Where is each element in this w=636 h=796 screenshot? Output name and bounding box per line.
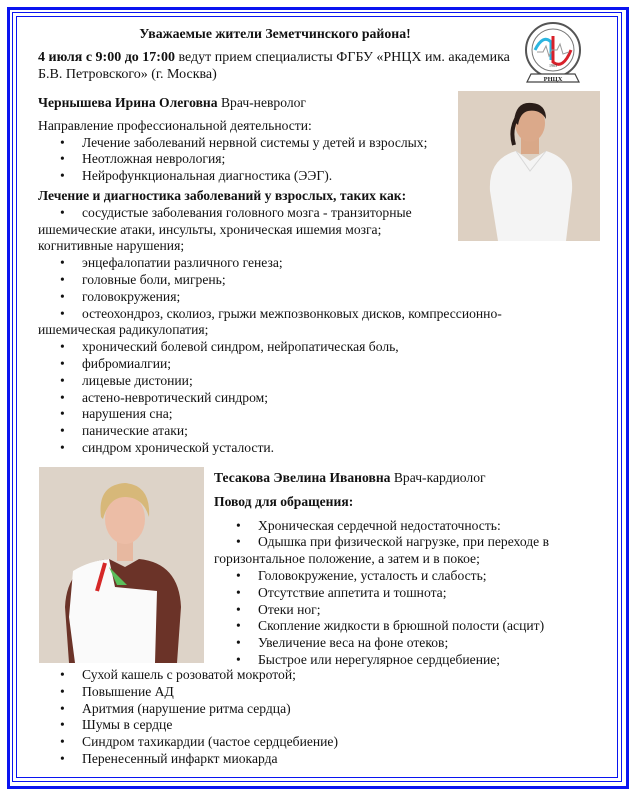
list-item: • фибромиалгии; [38, 356, 438, 373]
list-item: • Повышение АД [38, 684, 438, 701]
list-item: • Лечение заболеваний нервной системы у детей и взрослых; [38, 135, 453, 152]
list-item: • лицевые дистонии; [38, 373, 438, 390]
list-item: • сосудистые заболевания головного мозга - транзиторные ишемические атаки, инсульты, хроническая ишемия мозга; когнитивные нарушения; [38, 205, 418, 255]
list-item: • астено-невротический синдром; [38, 390, 438, 407]
list-item: • остеохондроз, сколиоз, грыжи межпозвонковых дисков, компрессионно-ишемическая радикулопатия; [38, 306, 538, 340]
rnch-logo [523, 20, 583, 92]
doctor1-photo [458, 91, 600, 241]
list-item: • панические атаки; [38, 423, 438, 440]
doctor1-position: Врач-невролог [217, 95, 306, 110]
logo-year: 1963 [549, 63, 557, 68]
intro-text: ведут прием специалисты ФГБУ «РНЦХ им. академика Б.В. Петровского» (г. Москва) [38, 50, 510, 82]
list-item: • Сухой кашель с розоватой мокротой; [38, 667, 438, 684]
doctor2-reason-label: Повод для обращения: [214, 493, 354, 509]
announcement-title: Уважаемые жители Земетчинского района! [139, 26, 411, 41]
list-item: • Отеки ног; [214, 602, 599, 619]
intro-date-time: 4 июля с 9:00 до 17:00 [38, 50, 175, 65]
doctor1-direction-label: Направление профессиональной деятельности: [38, 117, 312, 133]
list-item: • Скопление жидкости в брюшной полости (асцит) [214, 618, 599, 635]
announcement-intro [38, 49, 528, 83]
list-item: • головные боли, мигрень; [38, 272, 438, 289]
doctor1-treatments-list [38, 204, 502, 457]
list-item: • энцефалопатии различного генеза; [38, 255, 438, 272]
list-item: • Отсутствие аппетита и тошнота; [214, 585, 599, 602]
list-item: • Быстрое или нерегулярное сердцебиение; [214, 652, 599, 669]
doctor1-section [38, 95, 502, 457]
doctor2-section [214, 470, 599, 669]
doctor2-reasons-list-cont [38, 667, 438, 768]
list-item: • Одышка при физической нагрузке, при переходе в горизонтальное положение, а затем и в покое; [214, 534, 584, 568]
doctor2-photo [39, 467, 204, 663]
list-item: • головокружения; [38, 289, 438, 306]
list-item: • нарушения сна; [38, 406, 438, 423]
logo-text: РНЦХ [543, 76, 563, 83]
list-item: • Головокружение, усталость и слабость; [214, 568, 599, 585]
doctor2-position: Врач-кардиолог [390, 470, 486, 485]
doctor1-treatment-label: Лечение и диагностика заболеваний у взрослых, таких как: [38, 187, 407, 203]
list-item: • Нейрофункциональная диагностика (ЭЭГ). [38, 168, 453, 185]
list-item: • Перенесенный инфаркт миокарда [38, 751, 438, 768]
doctor1-heading [38, 95, 453, 112]
doctor2-reasons-list [214, 518, 599, 669]
list-item: • Синдром тахикардии (частое сердцебиение) [38, 734, 438, 751]
list-item: • Увеличение веса на фоне отеков; [214, 635, 599, 652]
doctor2-reasons-continued [38, 667, 438, 768]
list-item: • хронический болевой синдром, нейропатическая боль, [38, 339, 438, 356]
list-item: • синдром хронической усталости. [38, 440, 438, 457]
doctor2-name: Тесакова Эвелина Ивановна [214, 470, 391, 485]
list-item: • Аритмия (нарушение ритма сердца) [38, 701, 438, 718]
list-item: • Хроническая сердечной недостаточность: [214, 518, 599, 535]
doctor1-directions-list [38, 135, 453, 185]
doctor2-heading [214, 470, 599, 487]
list-item: • Шумы в сердце [38, 717, 438, 734]
doctor1-name: Чернышева Ирина Олеговна [38, 95, 218, 110]
list-item: • Неотложная неврология; [38, 151, 453, 168]
